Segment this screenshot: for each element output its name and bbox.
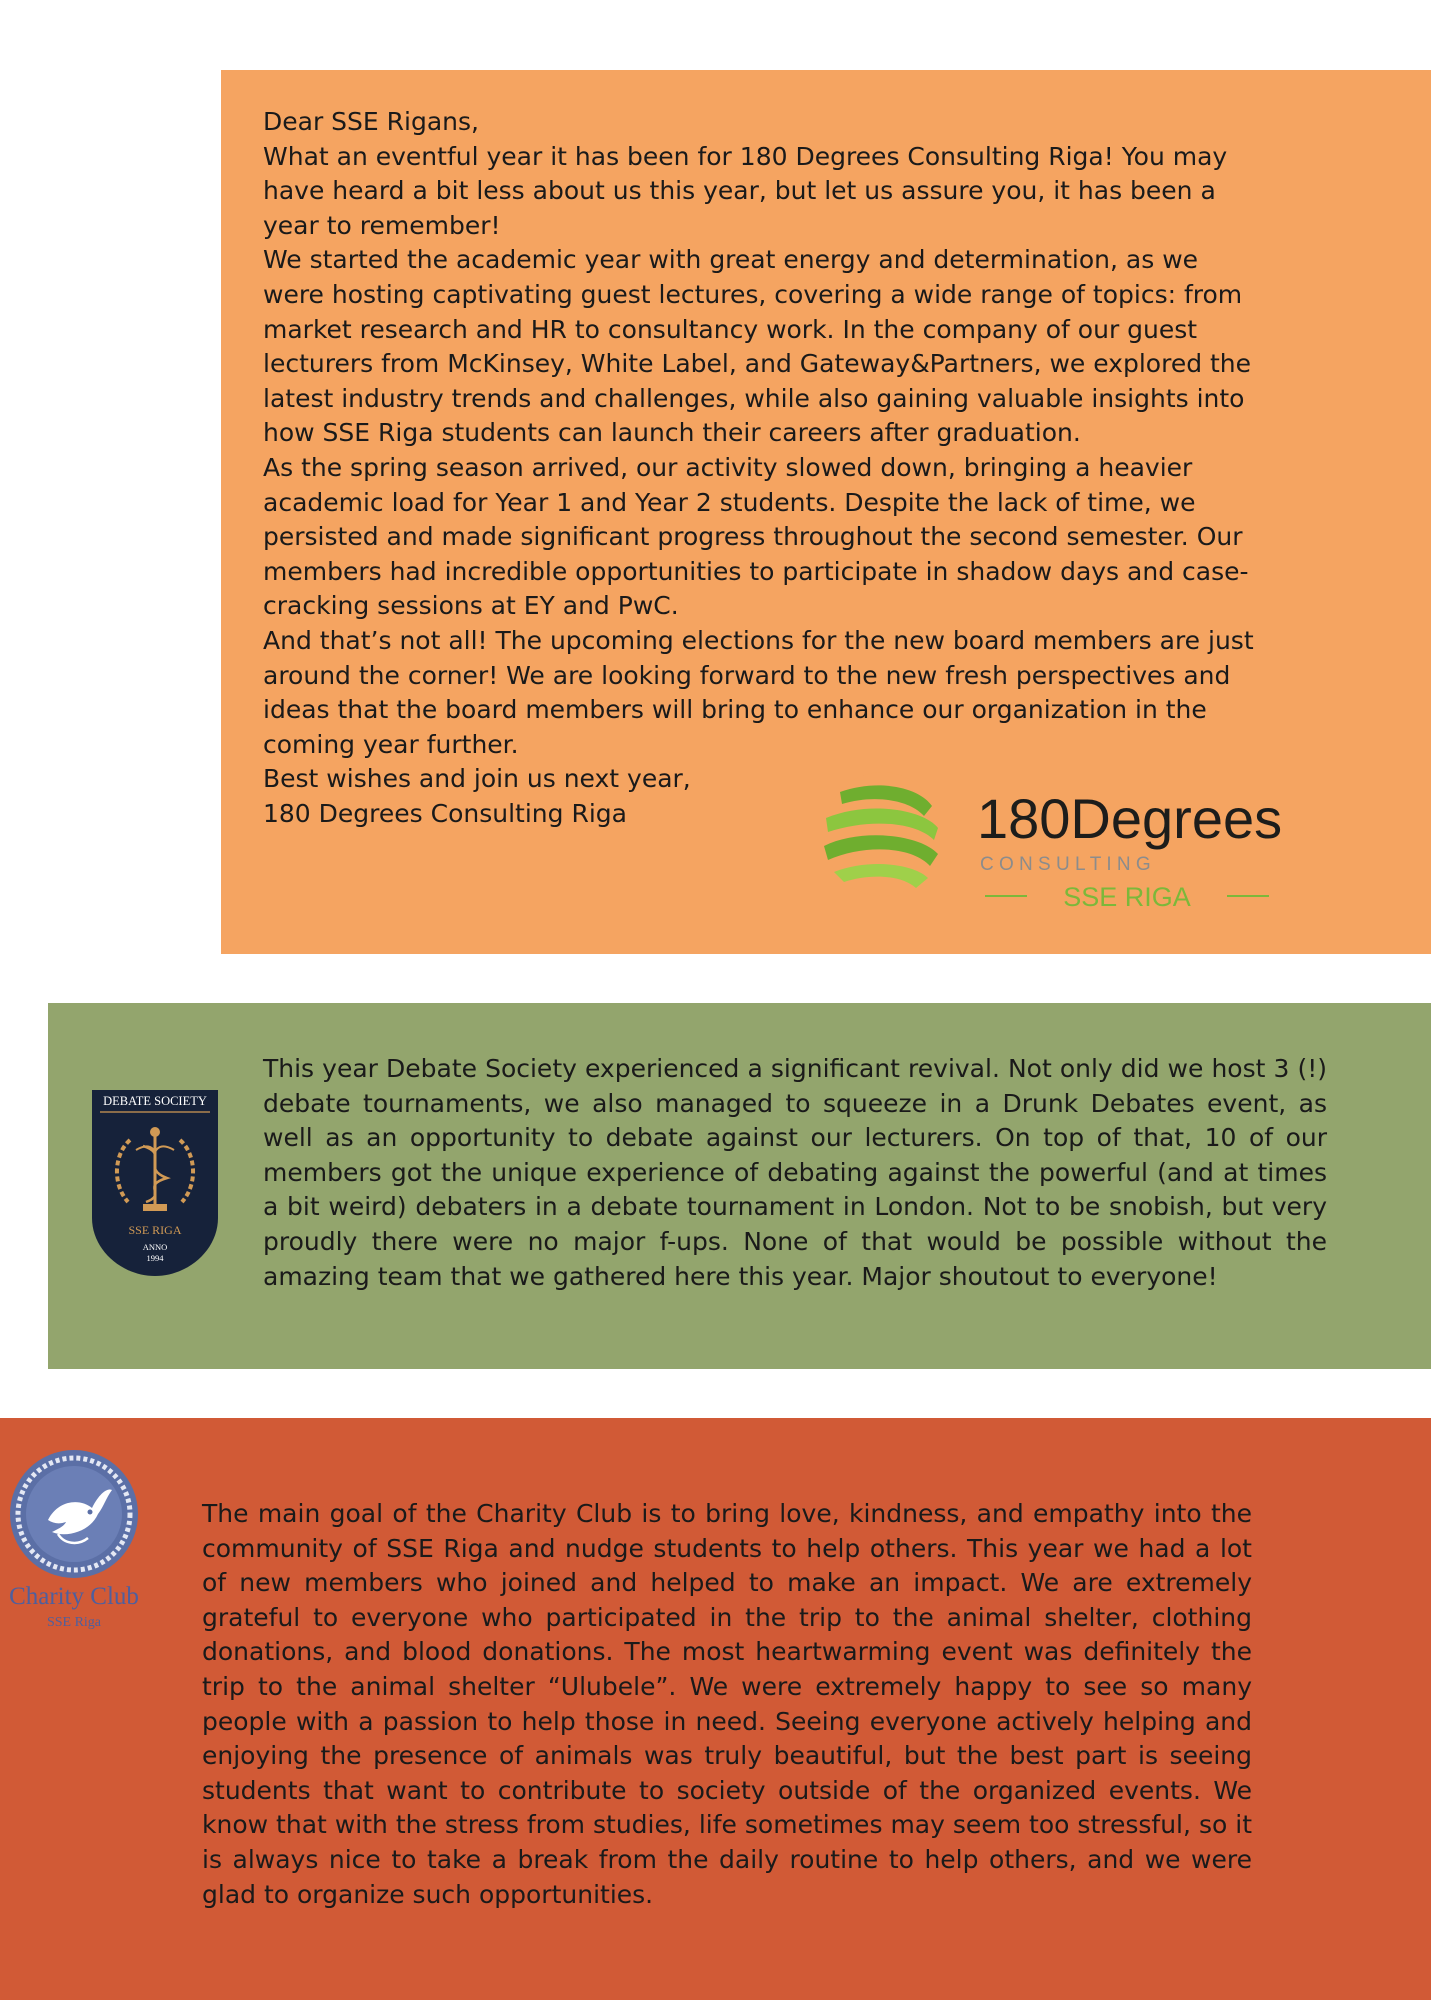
- crest-anno: ANNO: [142, 1242, 168, 1252]
- debate-society-crest: [90, 1088, 220, 1278]
- degrees-logo-name: 180Degrees: [977, 787, 1283, 850]
- letter-paragraph: We started the academic year with great energy and determination, as we were hosting captivating guest lectures, covering a wide range of topics: from market research and HR to consultancy work. In the company of our guest lecturers from McKinsey, White Label, and Gateway&Partners, we explored the latest industry trends and challenges, while also gaining valuable insights into how SSE Riga students can launch their careers after graduation.: [263, 245, 1252, 448]
- letter-closing: Best wishes and join us next year,: [263, 764, 691, 794]
- degrees-consulting-panel: [221, 70, 1431, 954]
- charity-paragraph: The main goal of the Charity Club is to bring love, kindness, and empathy into the community of SSE Riga and nudge students to help others. This year we had a lot of new members who joined and helped to make an impact. We are extremely grateful to everyone who participated in the trip to the animal shelter, clothing donations, and blood donations. The most heartwarming event was definitely the trip to the animal shelter “Ulubele”. We were extremely happy to see so many people with a passion to help those in need. Seeing everyone actively helping and enjoying the presence of animals was truly beautiful, but the best part is seeing students that want to contribute to society outside of the organized events. We know that with the stress from studies, life sometimes may seem too stressful, so it is always nice to take a break from the daily routine to help others, and we were glad to organize such opportunities.: [202, 1499, 1252, 1909]
- letter-paragraph: As the spring season arrived, our activity slowed down, bringing a heavier academic load for Year 1 and Year 2 students. Despite the lack of time, we persisted and made significant progress throughout the second semester. Our members had incredible opportunities to participate in shadow days and case-cracking sessions at EY and PwC.: [263, 452, 1249, 621]
- degrees-logo-tag: SSE RIGA: [1063, 882, 1191, 910]
- crest-label: SSE RIGA: [128, 1223, 182, 1237]
- charity-club-logo: [0, 1448, 150, 1648]
- charity-logo-sub: SSE Riga: [46, 1615, 102, 1630]
- globe-icon: [824, 772, 940, 896]
- degrees-logo-subtitle: C O N S U L T I N G: [980, 854, 1151, 875]
- debate-society-panel: [48, 1003, 1431, 1369]
- debate-society-text: [263, 1052, 1327, 1294]
- charity-club-text: [202, 1497, 1252, 1912]
- debate-paragraph: This year Debate Society experienced a significant revival. Not only did we host 3 (!) debate tournaments, we also managed to squeeze in a Drunk Debates event, as well as an opportunity to debate against our lecturers. On top of that, 10 of our members got the unique experience of debating against the powerful (and at times a bit weird) debaters in a debate tournament in London. Not to be snobish, but very proudly there were no major f-ups. None of that would be possible without the amazing team that we gathered here this year. Major shoutout to everyone!: [263, 1054, 1327, 1291]
- letter-greeting: Dear SSE Rigans,: [263, 107, 479, 136]
- degrees-consulting-logo: [820, 770, 1290, 910]
- crest-title: DEBATE SOCIETY: [103, 1094, 207, 1108]
- charity-logo-name: Charity Club: [9, 1583, 139, 1610]
- letter-paragraph: And that’s not all! The upcoming elections for the new board members are just around the corner! We are looking forward to the new fresh perspectives and ideas that the board members will bring to enhance our organization in the coming year further.: [263, 625, 1254, 759]
- letter-paragraph: What an eventful year it has been for 180 Degrees Consulting Riga! You may have heard a bit less about us this year, but let us assure you, it has been a year to remember!: [263, 141, 1228, 240]
- letter-signature: 180 Degrees Consulting Riga: [263, 798, 627, 828]
- charity-club-panel: [0, 1418, 1431, 2000]
- dove-badge-icon: [10, 1450, 138, 1578]
- degrees-letter: [263, 105, 1263, 831]
- crest-year: 1994: [146, 1253, 164, 1263]
